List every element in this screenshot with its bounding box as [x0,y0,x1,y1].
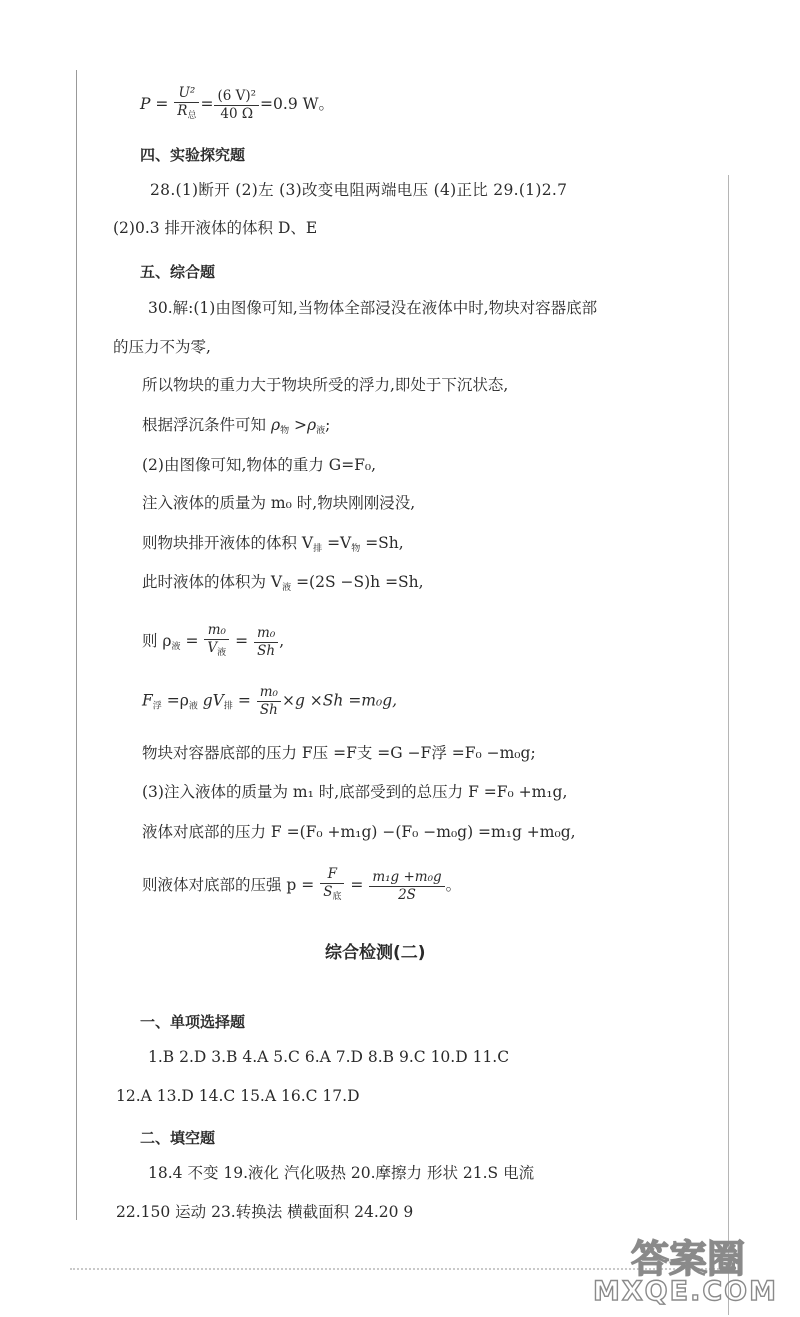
buoyancy-den: Sh [259,702,278,718]
v-sub-displaced: 排 [313,544,323,554]
density-pre: 则 ρ [142,632,172,650]
final-pressure-formula [142,866,461,906]
density-den-var: V [207,640,218,656]
buoyancy-tail: ×g ×Sh =m₀g, [281,691,398,710]
buoyancy-f: F [142,691,153,710]
q30-line-8-text: 此时液体的体积为 V [142,573,283,591]
final-num-2: m₁g +m₀g [369,869,444,887]
density-fraction-1 [204,622,229,662]
q30-line-7-mid: =V [322,534,352,552]
rho-symbol-2: ρ [307,416,317,434]
q30-line-6: 注入液体的质量为 m₀ 时,物块刚刚浸没, [142,494,416,512]
watermark-en: MXQE.COM [593,1276,778,1307]
buoyancy-mid: =ρ [161,691,189,710]
single-choice-answers-1: 1.B 2.D 3.B 4.A 5.C 6.A 7.D 8.B 9.C 10.D 11.C [148,1048,510,1066]
final-fraction-1 [320,866,344,906]
final-den-sub: 底 [332,892,342,902]
buoyancy-eq: = [232,691,251,710]
fill-blank-answers-1: 18.4 不变 19.液化 汽化吸热 20.摩擦力 形状 21.S 电流 [148,1164,535,1182]
section-title-test-2: 综合检测(二) [325,943,426,963]
q30-part3-line-1: (3)注入液体的质量为 m₁ 时,底部受到的总压力 F =F₀ +m₁g, [142,783,568,801]
gt-sign: > [289,416,307,434]
density-formula [142,622,284,662]
q30-line-2: 的压力不为零, [113,338,211,356]
q30-part3-line-2: 液体对底部的压力 F =(F₀ +m₁g) −(F₀ −m₀g) =m₁g +m₀g, [142,823,576,841]
density-den-sub: 液 [217,648,227,658]
section-4-line-2: (2)0.3 排开液体的体积 D、E [113,219,318,237]
density-tail: , [279,632,285,650]
left-margin-rule [76,70,77,1220]
density-den-2: Sh [257,642,276,659]
power-formula [140,85,334,125]
final-fraction-2 [369,869,444,904]
v-sub-object: 物 [351,544,361,554]
density-sub: 液 [171,642,181,652]
section-4-line-1: 28.(1)断开 (2)左 (3)改变电阻两端电压 (4)正比 29.(1)2.7 [150,181,568,199]
single-choice-title: 一、单项选择题 [140,1013,246,1031]
rho-sub-object: 物 [280,426,290,436]
buoyancy-formula [142,684,397,719]
q30-line-5: (2)由图像可知,物体的重力 G=F₀, [142,456,377,474]
final-num-1: F [320,866,344,884]
buoyancy-fraction [257,684,281,719]
density-eq-2: = [230,632,249,650]
density-eq: = [180,632,199,650]
buoyancy-f-sub: 浮 [152,701,162,712]
section-4-title: 四、实验探究题 [140,146,246,164]
formula-eq: = [200,95,214,113]
frac-numerator: U² [174,85,199,103]
buoyancy-gv: gV [197,691,224,710]
final-eq: = [345,876,364,894]
fraction-values [214,88,259,123]
density-num-2: m₀ [254,625,278,643]
frac-numerator-2: (6 V)² [214,88,259,106]
fill-blank-title: 二、填空题 [140,1129,216,1147]
single-choice-answers-2: 12.A 13.D 14.C 15.A 16.C 17.D [116,1087,360,1105]
density-num-1: m₀ [204,622,229,640]
section-5-title: 五、综合题 [140,263,216,281]
frac-den-sub: 总 [187,111,197,121]
fraction-u2-over-r [174,85,199,125]
final-tail: 。 [445,876,462,894]
formula-tail: =0.9 W。 [260,95,335,113]
frac-denominator-2: 40 Ω [220,105,254,122]
right-margin-rule [728,175,729,1315]
watermark-cn: 答案圈 [630,1237,745,1281]
q30-line-1: 30.解:(1)由图像可知,当物体全部浸没在液体中时,物块对容器底部 [148,299,598,317]
density-fraction-2 [254,625,278,660]
q30-line-4 [142,415,330,441]
q30-line-7-text: 则物块排开液体的体积 V [142,534,314,552]
buoyancy-v-sub: 排 [223,701,233,712]
q30-line-4-tail: ; [325,416,331,434]
q30-pressure-line: 物块对容器底部的压力 F压 =F支 =G −F浮 =F₀ −m₀g; [142,744,536,762]
final-pre: 则液体对底部的压强 p = [142,876,315,894]
frac-den-var: R [177,103,188,119]
formula-lhs: P = [140,95,169,113]
rho-symbol: ρ [270,416,281,434]
q30-line-8-tail: =(2S −S)h =Sh, [291,573,424,591]
q30-line-7-tail: =Sh, [360,534,404,552]
rho-sub-liquid: 液 [316,426,326,436]
v-sub-liquid: 液 [282,583,292,593]
q30-line-7 [142,533,404,559]
final-den-var: S [323,884,333,900]
final-den-2: 2S [398,886,416,903]
q30-line-8 [142,572,424,598]
q30-line-4-text: 根据浮沉条件可知 [142,416,271,434]
watermark-logo [593,1228,778,1313]
buoyancy-rho-sub: 液 [188,701,198,712]
buoyancy-num: m₀ [257,684,281,702]
fill-blank-answers-2: 22.150 运动 23.转换法 横截面积 24.20 9 [116,1203,414,1221]
q30-line-3: 所以物块的重力大于物块所受的浮力,即处于下沉状态, [142,376,509,394]
